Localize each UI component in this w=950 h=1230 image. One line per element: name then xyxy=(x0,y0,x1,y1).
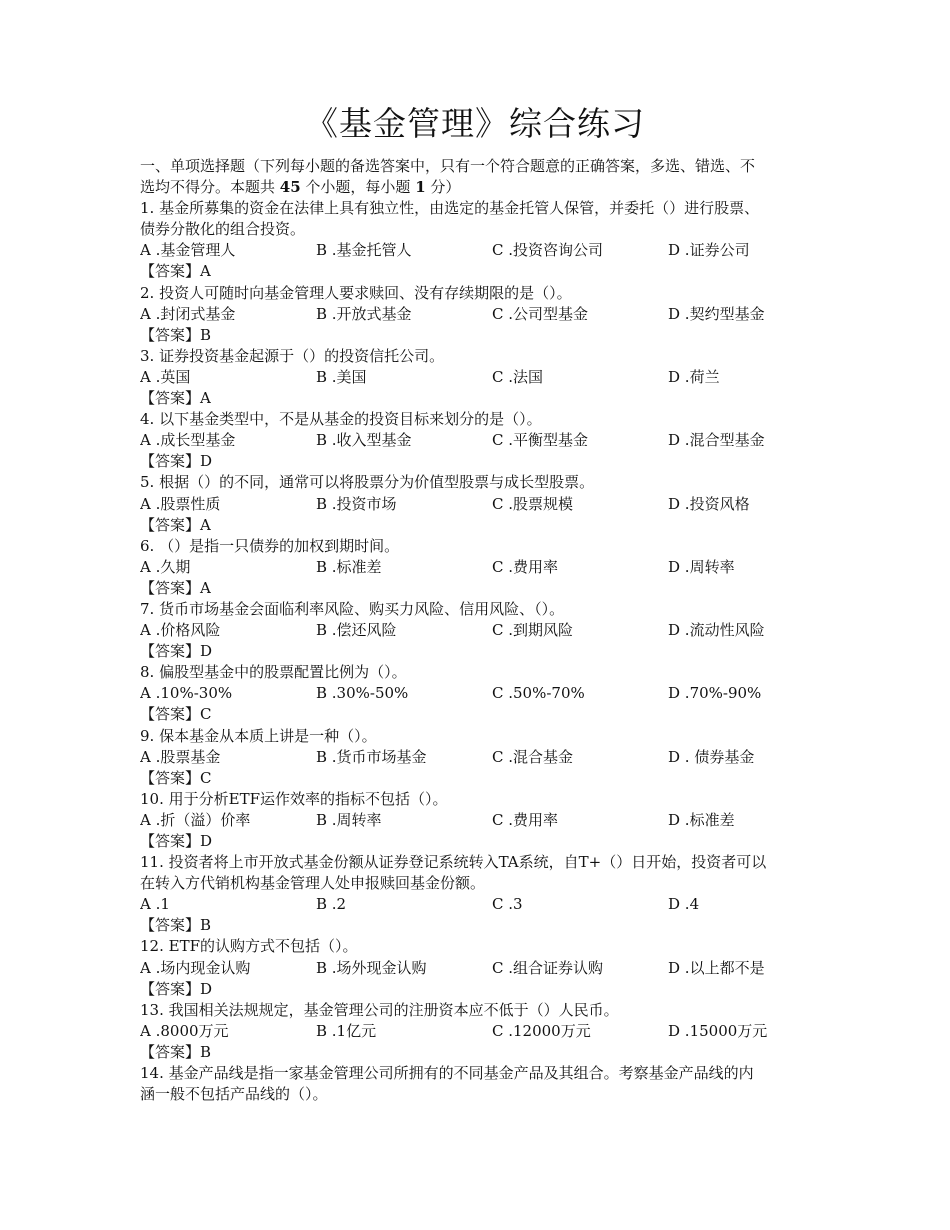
question-score: 1 xyxy=(415,178,426,197)
question-count: 45 xyxy=(279,178,301,197)
question-2 xyxy=(140,283,820,346)
option-b: B .周转率 xyxy=(316,810,382,829)
option-d: D .流动性风险 xyxy=(668,621,765,640)
option-d: D .15000万元 xyxy=(668,1021,768,1040)
section-intro-line-1: 一、单项选择题（下列每小题的备选答案中，只有一个符合题意的正确答案，多选、错选、不 xyxy=(140,157,756,175)
question-1 xyxy=(140,198,820,282)
answer-line: 【答案】C xyxy=(140,705,212,724)
question-text: 9. 保本基金从本质上讲是一种（）。 xyxy=(140,726,377,745)
answer-line: 【答案】D xyxy=(140,979,213,998)
option-b: B .投资市场 xyxy=(316,494,397,513)
option-d: D .投资风格 xyxy=(668,494,750,513)
option-b: B .2 xyxy=(316,895,347,914)
option-b: B .美国 xyxy=(316,367,367,386)
question-list xyxy=(140,156,820,1105)
document-title: 《基金管理》综合练习 xyxy=(305,104,645,143)
option-c: C .股票规模 xyxy=(492,494,574,513)
question-text: 2. 投资人可随时向基金管理人要求赎回、没有存续期限的是（）。 xyxy=(140,283,572,302)
question-13 xyxy=(140,1000,820,1063)
option-d: D . 债券基金 xyxy=(668,747,755,766)
option-c: C .50%-70% xyxy=(492,684,585,703)
option-c: C .组合证券认购 xyxy=(492,958,604,977)
option-row xyxy=(140,683,820,704)
question-text: 11. 投资者将上市开放式基金份额从证券登记系统转入TA系统，自T+（）日开始，投资者可以 xyxy=(140,853,767,872)
option-c: C .到期风险 xyxy=(492,621,574,640)
option-row xyxy=(140,304,820,325)
question-text: 3. 证券投资基金起源于（）的投资信托公司。 xyxy=(140,346,445,365)
section-intro-line-2: 选均不得分。本题共 45 个小题，每小题 1 分） xyxy=(140,178,461,197)
option-row xyxy=(140,894,820,915)
question-text: 在转入方代销机构基金管理人处申报赎回基金份额。 xyxy=(140,874,486,893)
question-text: 5. 根据（）的不同，通常可以将股票分为价值型股票与成长型股票。 xyxy=(140,473,595,492)
option-c: C .12000万元 xyxy=(492,1021,591,1040)
option-c: C .费用率 xyxy=(492,810,559,829)
question-text: 12. ETF的认购方式不包括（）。 xyxy=(140,937,358,956)
option-row xyxy=(140,958,820,979)
option-d: D .荷兰 xyxy=(668,367,720,386)
answer-line: 【答案】D xyxy=(140,642,213,661)
answer-line: 【答案】A xyxy=(140,578,211,597)
option-b: B .1亿元 xyxy=(316,1021,377,1040)
question-text: 8. 偏股型基金中的股票配置比例为（）。 xyxy=(140,663,407,682)
option-row xyxy=(140,367,820,388)
question-5 xyxy=(140,472,820,535)
question-text: 涵一般不包括产品线的（）。 xyxy=(140,1085,328,1104)
answer-line: 【答案】B xyxy=(140,325,212,344)
question-6 xyxy=(140,536,820,599)
option-a: A .8000万元 xyxy=(140,1021,229,1040)
option-row xyxy=(140,810,820,831)
option-b: B .30%-50% xyxy=(316,684,409,703)
option-a: A .股票性质 xyxy=(140,494,221,513)
question-11 xyxy=(140,852,820,936)
option-c: C .法国 xyxy=(492,367,544,386)
option-b: B .基金托管人 xyxy=(316,241,412,260)
question-12 xyxy=(140,936,820,999)
question-text: 1. 基金所募集的资金在法律上具有独立性，由选定的基金托管人保管，并委托（）进行股票、 xyxy=(140,199,760,218)
answer-line: 【答案】D xyxy=(140,452,213,471)
answer-line: 【答案】C xyxy=(140,768,212,787)
option-row xyxy=(140,240,820,261)
option-d: D .证券公司 xyxy=(668,241,750,260)
option-c: C .平衡型基金 xyxy=(492,431,589,450)
option-a: A .价格风险 xyxy=(140,621,221,640)
option-a: A .10%-30% xyxy=(140,684,233,703)
question-14 xyxy=(140,1063,820,1105)
question-text: 10. 用于分析ETF运作效率的指标不包括（）。 xyxy=(140,789,448,808)
question-text: 债券分散化的组合投资。 xyxy=(140,220,306,239)
option-row xyxy=(140,620,820,641)
option-d: D .4 xyxy=(668,895,700,914)
option-a: A .折（溢）价率 xyxy=(140,810,251,829)
option-b: B .开放式基金 xyxy=(316,304,412,323)
question-9 xyxy=(140,726,820,789)
option-c: C .混合基金 xyxy=(492,747,574,766)
answer-line: 【答案】A xyxy=(140,262,211,281)
question-8 xyxy=(140,662,820,725)
option-d: D .周转率 xyxy=(668,557,735,576)
option-d: D .70%-90% xyxy=(668,684,762,703)
option-a: A .久期 xyxy=(140,557,191,576)
question-text: 7. 货币市场基金会面临利率风险、购买力风险、信用风险、（）。 xyxy=(140,599,565,618)
option-a: A .基金管理人 xyxy=(140,241,236,260)
question-10 xyxy=(140,789,820,852)
option-row xyxy=(140,557,820,578)
option-row xyxy=(140,430,820,451)
answer-line: 【答案】D xyxy=(140,832,213,850)
option-d: D .标准差 xyxy=(668,810,735,829)
option-d: D .混合型基金 xyxy=(668,431,765,450)
question-3 xyxy=(140,346,820,409)
option-b: B .货币市场基金 xyxy=(316,747,427,766)
answer-line: 【答案】A xyxy=(140,515,211,534)
option-b: B .标准差 xyxy=(316,557,382,576)
option-d: D .以上都不是 xyxy=(668,958,765,977)
option-a: A .英国 xyxy=(140,367,191,386)
option-row xyxy=(140,1021,820,1042)
answer-line: 【答案】B xyxy=(140,916,212,935)
option-d: D .契约型基金 xyxy=(668,304,765,323)
question-text: 14. 基金产品线是指一家基金管理公司所拥有的不同基金产品及其组合。考察基金产品线的内 xyxy=(140,1064,754,1083)
option-c: C .费用率 xyxy=(492,557,559,576)
question-7 xyxy=(140,599,820,662)
option-a: A .1 xyxy=(140,895,170,914)
option-c: C .公司型基金 xyxy=(492,304,589,323)
option-row xyxy=(140,747,820,768)
question-text: 6. （）是指一只债券的加权到期时间。 xyxy=(140,536,400,555)
option-b: B .偿还风险 xyxy=(316,621,397,640)
option-a: A .成长型基金 xyxy=(140,431,236,450)
answer-line: 【答案】B xyxy=(140,1042,212,1061)
option-c: C .投资咨询公司 xyxy=(492,241,604,260)
answer-line: 【答案】A xyxy=(140,389,211,408)
option-b: B .收入型基金 xyxy=(316,431,412,450)
option-a: A .股票基金 xyxy=(140,747,221,766)
option-c: C .3 xyxy=(492,895,523,914)
option-a: A .封闭式基金 xyxy=(140,304,236,323)
question-text: 4. 以下基金类型中，不是从基金的投资目标来划分的是（）。 xyxy=(140,410,542,429)
question-text: 13. 我国相关法规规定，基金管理公司的注册资本应不低于（）人民币。 xyxy=(140,1000,619,1019)
option-row xyxy=(140,494,820,515)
option-a: A .场内现金认购 xyxy=(140,958,251,977)
option-b: B .场外现金认购 xyxy=(316,958,427,977)
question-4 xyxy=(140,409,820,472)
